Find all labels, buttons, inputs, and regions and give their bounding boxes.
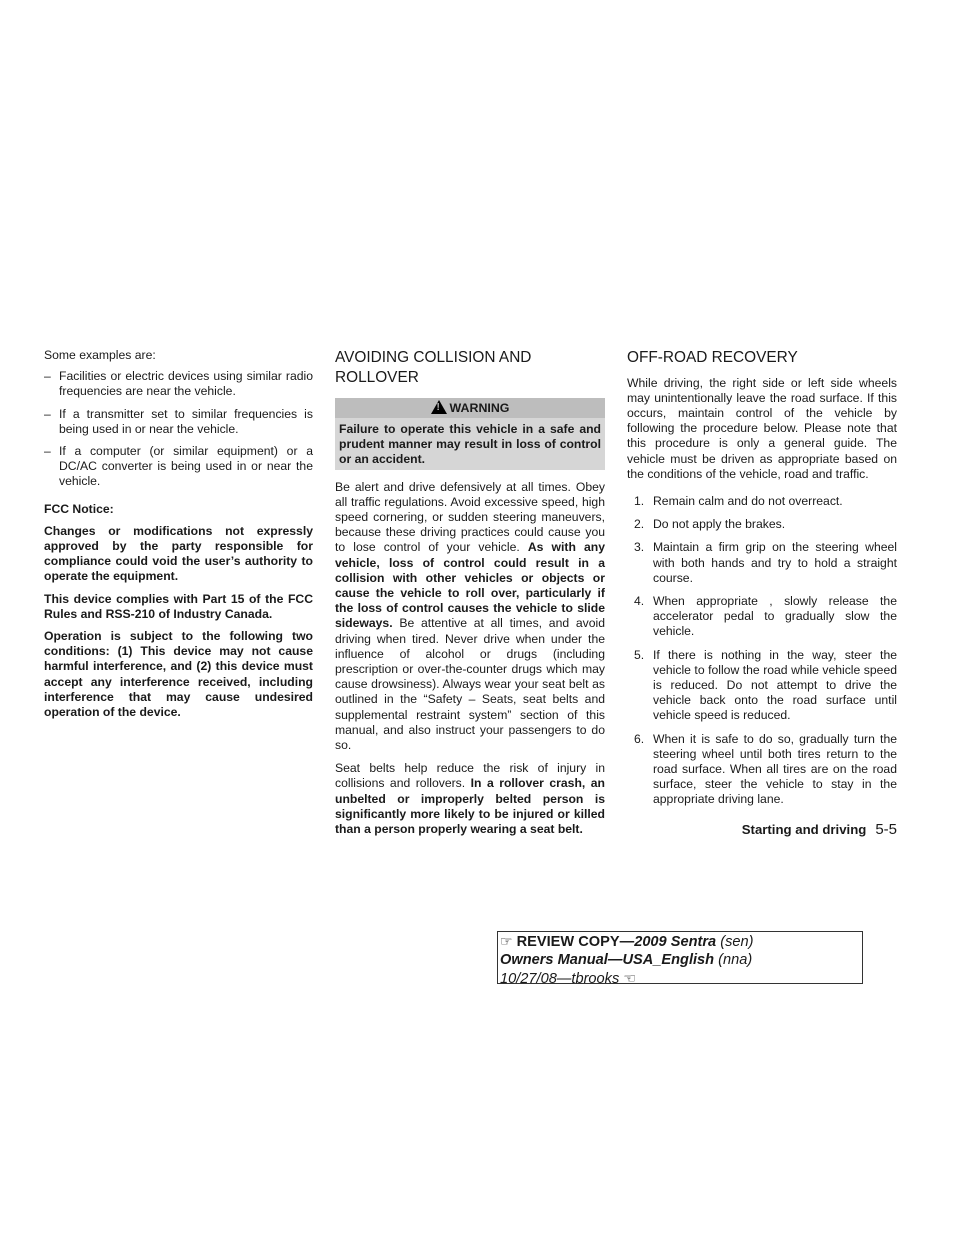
pointing-hand-left-icon: ☜: [623, 970, 636, 986]
warning-header: [335, 398, 605, 418]
pointing-hand-right-icon: ☞: [500, 933, 513, 949]
list-item: – If a transmitter set to similar frequencies is being used in or near the vehicle.: [44, 406, 313, 436]
off-road-intro: While driving, the right side or left side wheels may unintentionally leave the road surface. If this occurs, maintain control of the vehicle by following the procedure below. Please note that this procedure is only a general guide. The vehicle must be driven as appropriate based on the conditions of the vehicle, road and traffic.: [627, 375, 897, 481]
list-item: – If a computer (or similar equipment) or a DC/AC converter is being used in or near the vehicle.: [44, 444, 313, 489]
examples-list: [44, 369, 313, 489]
list-item: 3. Maintain a firm grip on the steering wheel with both hands and try to hold a straight course.: [634, 540, 897, 585]
section-name: Starting and driving: [741, 822, 867, 837]
list-item: 1. Remain calm and do not overreact.: [634, 493, 843, 508]
list-item: 4. When appropriate , slowly release the accelerator pedal to gradually slow the vehicle.: [634, 593, 897, 639]
review-line-2: Owners Manual—USA_English (nna): [500, 952, 753, 968]
collision-paragraph: Be alert and drive defensively at all times. Obey all traffic regulations. Avoid excessive speed, high speed cornering, or sudden steering maneuvers, because these driving practices could cause you to lose control of your vehicle. As with any vehicle, loss of control could result in a collision with other vehicles or objects or cause the vehicle to roll over, particularly if the loss of control causes the vehicle to slide sideways. Be attentive at all times, and avoid driving when tired. Never drive when under the influence of alcohol or drugs (including prescription or over-the-counter drugs which may cause drowsiness). Always wear your seat belt as outlined in the “Safety – Seats, seat belts and supplemental restraint system” section of this manual, and also instruct your passengers to do so.: [335, 479, 605, 753]
examples-intro: Some examples are:: [44, 348, 156, 362]
list-item: 6. When it is safe to do so, gradually turn the steering wheel until both tires return to the road surface. When all tires are on the road surface, steer the vehicle to stay in the appropriate driving lane.: [634, 731, 897, 807]
warning-title: WARNING: [449, 401, 510, 415]
page-footer: [742, 822, 897, 838]
section-heading-collision: AVOIDING COLLISION AND ROLLOVER: [335, 349, 532, 386]
list-item: 2. Do not apply the brakes.: [634, 517, 786, 532]
page-number: 5-5: [875, 821, 897, 838]
fcc-notice-label: FCC Notice:: [44, 501, 114, 516]
recovery-steps: [627, 494, 897, 808]
fcc-paragraph: Changes or modifications not expressly approved by the party responsible for compliance could void the user’s authority to operate the equipment.: [44, 523, 313, 584]
list-item: – Facilities or electric devices using similar radio frequencies are near the vehicle.: [44, 369, 313, 399]
fcc-paragraph: Operation is subject to the following two conditions: (1) This device may not cause harmful interference, and (2) this device must accept any interference received, including interference that may cause undesired operation of the device.: [44, 629, 313, 720]
review-line-3: 10/27/08—tbrooks ☜: [500, 970, 636, 987]
seatbelt-paragraph: Seat belts help reduce the risk of injury in collisions and rollovers. In a rollover crash, an unbelted or improperly belted person is significantly more likely to be injured or killed than a person properly wearing a seat belt.: [335, 761, 605, 837]
warning-triangle-icon: !: [431, 400, 447, 414]
review-line-1: ☞ REVIEW COPY—2009 Sentra (sen): [500, 933, 754, 950]
right-column: [627, 348, 897, 816]
middle-column: [335, 348, 605, 844]
fcc-paragraph: This device complies with Part 15 of the FCC Rules and RSS-210 of Industry Canada.: [44, 591, 313, 621]
warning-text: Failure to operate this vehicle in a safe and prudent manner may result in loss of control or an accident.: [339, 422, 601, 467]
review-copy-stamp: [497, 931, 863, 987]
left-column: [44, 348, 313, 727]
section-heading-off-road: OFF-ROAD RECOVERY: [627, 349, 798, 366]
list-item: 5. If there is nothing in the way, steer the vehicle to follow the road while vehicle speed is reduced. Do not attempt to drive the vehicle back onto the road surface until vehicle speed is reduced.: [634, 647, 897, 723]
warning-box: [335, 398, 605, 470]
